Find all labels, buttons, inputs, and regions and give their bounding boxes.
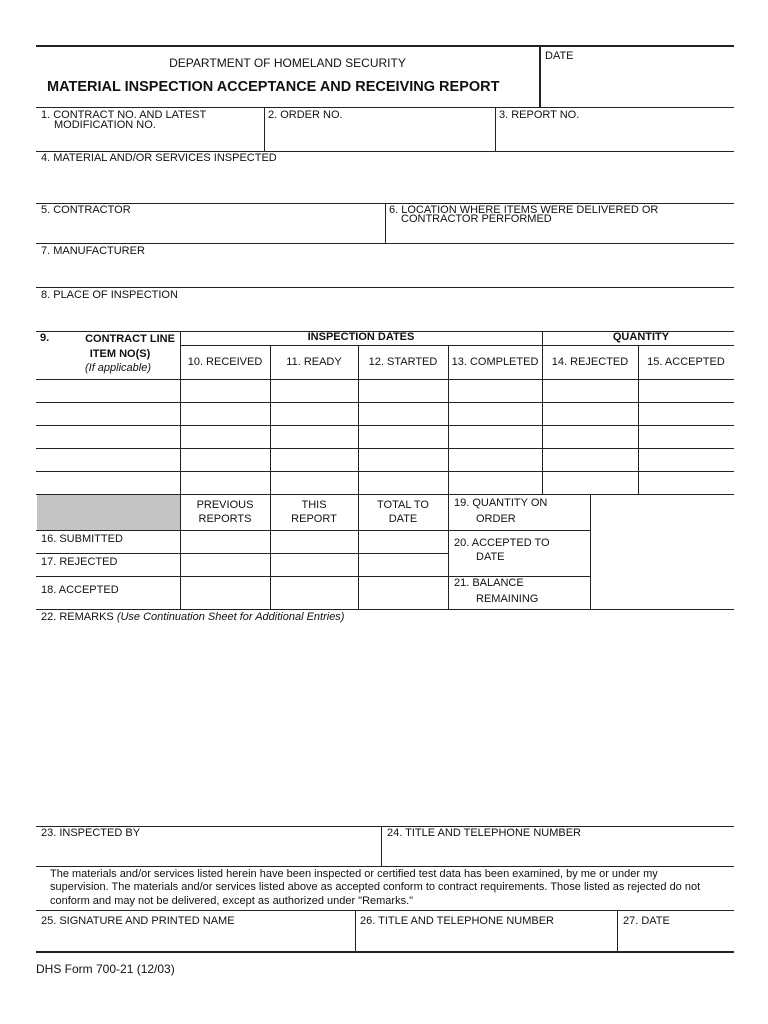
remarks-note: (Use Continuation Sheet for Additional Entries) (116, 611, 345, 623)
balance-remaining-field[interactable] (591, 577, 733, 609)
accepted-label: 18. ACCEPTED (41, 584, 119, 596)
inspected-by-field[interactable] (37, 842, 380, 865)
submitted-previous-field[interactable] (181, 531, 270, 553)
col9-note: (If applicable) (84, 362, 152, 374)
signature-field[interactable] (37, 930, 354, 950)
accepted-to-date-label-2: DATE (476, 551, 505, 563)
location-label: 6. LOCATION WHERE ITEMS WERE DELIVERED OR (389, 204, 659, 216)
col9-header: CONTRACT LINE (85, 333, 175, 345)
contract-no-field[interactable] (37, 132, 263, 150)
this-report-header: THIS (301, 499, 327, 511)
title-phone-24-label: 24. TITLE AND TELEPHONE NUMBER (387, 827, 581, 839)
ready-header: 11. READY (286, 356, 342, 368)
date-label: DATE (545, 50, 574, 62)
location-field[interactable] (387, 226, 733, 242)
material-label: 4. MATERIAL AND/OR SERVICES INSPECTED (41, 152, 277, 164)
submitted-total-field[interactable] (359, 531, 448, 553)
report-no-field[interactable] (497, 124, 733, 150)
inspection-dates-header: INSPECTION DATES (307, 331, 415, 343)
table-row[interactable] (37, 449, 733, 471)
accepted-this-field[interactable] (271, 577, 358, 609)
rejected-previous-field[interactable] (181, 554, 270, 576)
date-27-field[interactable] (619, 930, 733, 950)
contract-no-label: 1. CONTRACT NO. AND LATEST (41, 109, 207, 121)
date-27-label: 27. DATE (623, 915, 670, 927)
location-label-2: CONTRACTOR PERFORMED (401, 213, 552, 225)
this-report-header-2: REPORT (291, 513, 337, 525)
total-to-date-header-2: DATE (388, 513, 418, 525)
department-name: DEPARTMENT OF HOMELAND SECURITY (169, 56, 406, 70)
page-title: MATERIAL INSPECTION ACCEPTANCE AND RECEIVING REPORT (47, 79, 500, 95)
signature-label: 25. SIGNATURE AND PRINTED NAME (41, 915, 235, 927)
place-field[interactable] (37, 304, 733, 330)
order-no-label: 2. ORDER NO. (268, 109, 343, 121)
started-header: 12. STARTED (368, 356, 438, 368)
quantity-on-order-field[interactable] (591, 496, 733, 530)
rejected-label: 17. REJECTED (41, 556, 118, 568)
table-row[interactable] (37, 403, 733, 425)
remarks-label (41, 612, 344, 623)
title-phone-26-field[interactable] (357, 930, 616, 950)
contractor-label: 5. CONTRACTOR (41, 204, 131, 216)
accepted-to-date-label: 20. ACCEPTED TO (454, 537, 550, 549)
certification-text-3: conform and may not be delivered, except as authorized under "Remarks." (50, 895, 414, 907)
rejected-header: 14. REJECTED (551, 356, 629, 368)
completed-header: 13. COMPLETED (451, 356, 539, 368)
certification-text-2: supervision. The materials and/or services listed above as accepted conform to contract requirements. Those listed as rejected do not (50, 881, 701, 893)
table-row[interactable] (37, 426, 733, 448)
material-field[interactable] (37, 166, 733, 202)
date-field[interactable] (541, 64, 731, 104)
accepted-to-date-field[interactable] (591, 531, 733, 576)
col9-header-2: ITEM NO(S) (89, 348, 151, 360)
quantity-on-order-label: 19. QUANTITY ON (454, 497, 548, 509)
rejected-total-field[interactable] (359, 554, 448, 576)
form-id: DHS Form 700-21 (12/03) (36, 962, 175, 976)
contractor-field[interactable] (37, 218, 384, 242)
quantity-header: QUANTITY (612, 331, 670, 343)
inspected-by-label: 23. INSPECTED BY (41, 827, 141, 839)
total-to-date-header: TOTAL TO (377, 499, 429, 511)
submitted-label: 16. SUBMITTED (41, 533, 123, 545)
title-phone-24-field[interactable] (383, 842, 733, 865)
order-no-field[interactable] (266, 124, 494, 150)
col9-number: 9. (40, 332, 50, 344)
table-row[interactable] (37, 472, 733, 494)
report-no-label: 3. REPORT NO. (499, 109, 580, 121)
accepted-total-field[interactable] (359, 577, 448, 609)
previous-reports-header-2: REPORTS (198, 513, 252, 525)
remarks-field[interactable] (37, 626, 733, 824)
quantity-on-order-label-2: ORDER (476, 513, 516, 525)
manufacturer-field[interactable] (37, 260, 733, 286)
table-row[interactable] (37, 380, 733, 402)
balance-remaining-label: 21. BALANCE (454, 577, 524, 589)
received-header: 10. RECEIVED (187, 356, 263, 368)
accepted-header: 15. ACCEPTED (647, 356, 725, 368)
rejected-this-field[interactable] (271, 554, 358, 576)
previous-reports-header: PREVIOUS (196, 499, 254, 511)
title-phone-26-label: 26. TITLE AND TELEPHONE NUMBER (360, 915, 554, 927)
certification-text: The materials and/or services listed herein have been inspected or certified test data has been examined, by me or under my (50, 868, 658, 880)
place-label: 8. PLACE OF INSPECTION (41, 289, 178, 301)
manufacturer-label: 7. MANUFACTURER (41, 245, 145, 257)
shaded-cell (37, 495, 180, 530)
accepted-previous-field[interactable] (181, 577, 270, 609)
balance-remaining-label-2: REMAINING (476, 593, 539, 605)
submitted-this-field[interactable] (271, 531, 358, 553)
contract-no-label-2: MODIFICATION NO. (54, 119, 156, 131)
remarks-label-text: 22. REMARKS (41, 611, 114, 623)
